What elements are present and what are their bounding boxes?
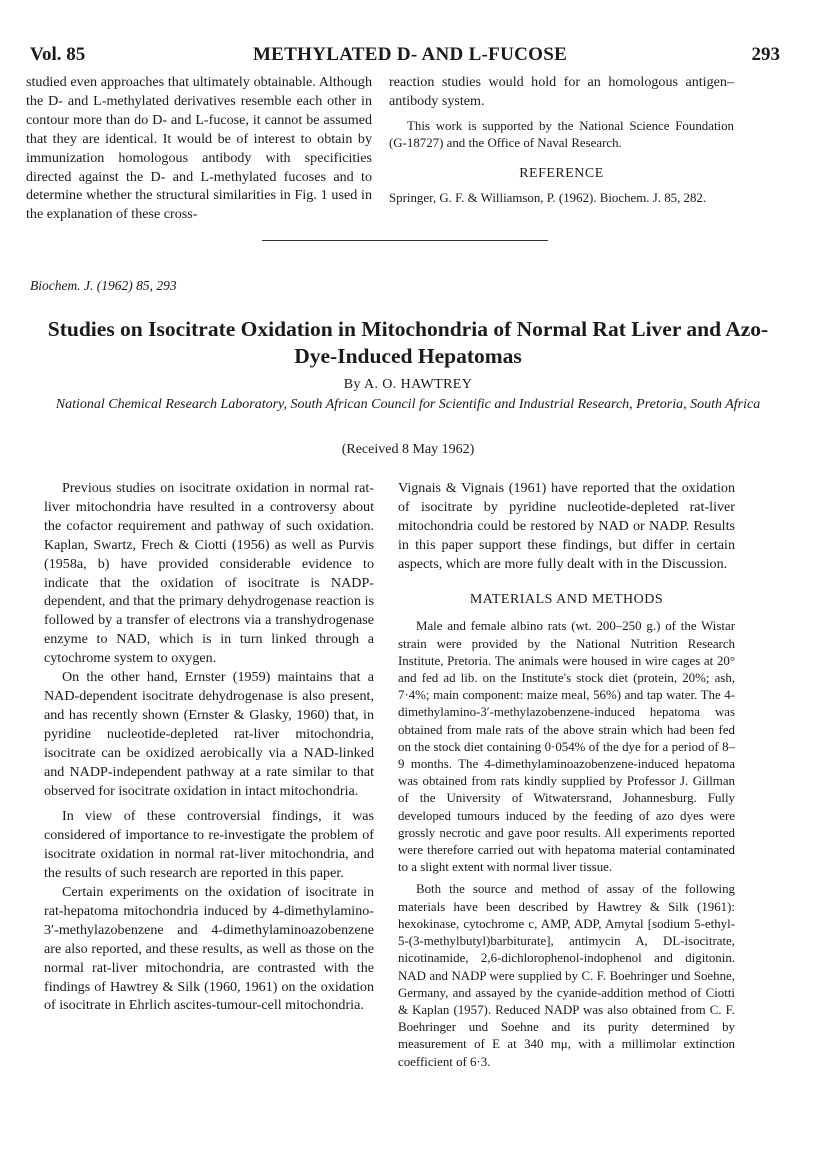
received-date: (Received 8 May 1962): [341, 442, 475, 457]
article-divider: [262, 240, 548, 241]
methods-heading: MATERIALS AND METHODS: [469, 591, 664, 607]
prev-article-right-column: [389, 73, 734, 207]
intro-paragraph-1: Previous studies on isocitrate oxidation in normal rat-liver mitochondria have resulted in a controversy about the cofactor requirement and pathway of such oxidation. Kaplan, Swartz, Frech & Ciotti (1956) as well as Purvis (1958a, b) have provided considerable evidence to indicate that the oxidation of isocitrate is NADP-dependent, and that the primary dehydrogenase reaction is followed by a transfer of electrons via a transhydrogenase enzyme to NAD, which is in turn linked through a cytochrome system to oxygen.: [44, 480, 374, 667]
prev-article-continuation: reaction studies would hold for an homologous antigen–antibody system.: [389, 74, 734, 109]
reference-heading: REFERENCE: [519, 166, 604, 182]
prev-article-text: studied even approaches that ultimately obtainable. Although the D- and L-methylated derivatives resemble each other in contour more than do D- and L-fucose, it cannot be assumed that they are identical. It would be of interest to obtain by immunization homologous antibody with specificities directed against the D- and L-methylated fucoses and to determine whether the structural similarities in Fig. 1 used in the explanation of these cross-: [26, 74, 372, 223]
intro-paragraph-5: Vignais & Vignais (1961) have reported that the oxidation of isocitrate by pyridine nucleotide-depleted rat-liver mitochondria could be restored by NAD or NADP. Results in this paper support these findings, but differ in certain aspects, which are more fully dealt with in the Discussion.: [398, 480, 735, 572]
running-title: METHYLATED D- AND L-FUCOSE: [252, 44, 568, 65]
author-affiliation: National Chemical Research Laboratory, South African Council for Scientific and Industrial Research, Pretoria, South Africa: [55, 397, 761, 412]
methods-paragraph-2: Both the source and method of assay of the following materials have been described by Hawtrey & Silk (1961): hexokinase, cytochrome c, AMP, ADP, Amytal [sodium 5-ethyl-5-(3-methylbutyl)barbiturate], antimycin A, DL-isocitrate, nicotinamide, 2,6-dichlorophenol-indophenol and digitonin. NAD and NADP were supplied by C. F. Boehringer und Soehne, Germany, and assayed by the cyanide-addition method of Ciotti & Kaplan (1957). Reduced NADP was also obtained from C. F. Boehringer und Soehne and its purity determined by measurement of E at 340 mμ, with a millimolar extinction coefficient of 6·3.: [398, 882, 735, 1069]
volume-label: Vol. 85: [30, 44, 86, 65]
acknowledgement: This work is supported by the National Science Foundation (G-18727) and the Office of Naval Research.: [389, 118, 734, 151]
reference-entry: Springer, G. F. & Williamson, P. (1962). Biochem. J. 85, 282.: [389, 191, 707, 206]
intro-paragraph-4: Certain experiments on the oxidation of isocitrate in rat-hepatoma mitochondria induced by 4-dimethylamino-3′-methylazobenzene and 4-dimethylaminoazobenzene are also reported, and these results, as well as those on the normal rat-liver mitochondria, are contrasted with the findings of Hawtrey & Silk (1960, 1961) on the oxidation of isocitrate in Ehrlich ascites-tumour-cell mitochondria.: [44, 884, 374, 1014]
article-title: Studies on Isocitrate Oxidation in Mitochondria of Normal Rat Liver and Azo-Dye-Induced Hepatomas: [47, 317, 769, 368]
intro-paragraph-2: On the other hand, Ernster (1959) maintains that a NAD-dependent isocitrate dehydrogenase is also present, and has recently shown (Ernster & Glasky, 1960) that, in pyridine nucleotide-depleted rat-liver mitochondria, isocitrate can be oxidized aerobically via a NAD-linked and NADP-independent pathway at a rate similar to that observed for isocitrate oxidation in intact mitochondria.: [44, 669, 374, 799]
intro-paragraph-3: In view of these controversial findings, it was considered of importance to re-investigate the problem of isocitrate oxidation in normal rat-liver mitochondria, and the results of such research are reported in this paper.: [44, 808, 374, 882]
prev-article-left-column: [26, 73, 372, 224]
right-body-column: [398, 479, 735, 1071]
methods-paragraph-1: Male and female albino rats (wt. 200–250 g.) of the Wistar strain were provided by the National Nutrition Research Institute, Pretoria. The animals were housed in wire cages at 20° and fed ad lib. on the Institute's stock diet (protein, 20%; ash, 7·4%; main component: maize meal, 56%) and tap water. The 4-dimethylamino-3′-methylazobenzene-induced hepatoma was obtained from male rats of the above strain which had been fed on the stock diet containing 0·054% of the dye for a period of 8–9 months. The 4-dimethylaminoazobenzene-induced hepatoma was obtained from rats kindly supplied by Professor J. Gillman of the University of Witwatersrand, Johannesburg. Fully developed tumours induced by the feeding of azo dyes were grossly necrotic and gave poor results. All experiments reported were therefore carried out with hepatoma material contaminated to a slight extent with normal liver tissue.: [398, 619, 735, 875]
page-number: 293: [751, 44, 780, 65]
article-author: By A. O. HAWTREY: [343, 377, 473, 392]
article-citation: Biochem. J. (1962) 85, 293: [30, 278, 177, 293]
left-body-column: [44, 479, 374, 1015]
